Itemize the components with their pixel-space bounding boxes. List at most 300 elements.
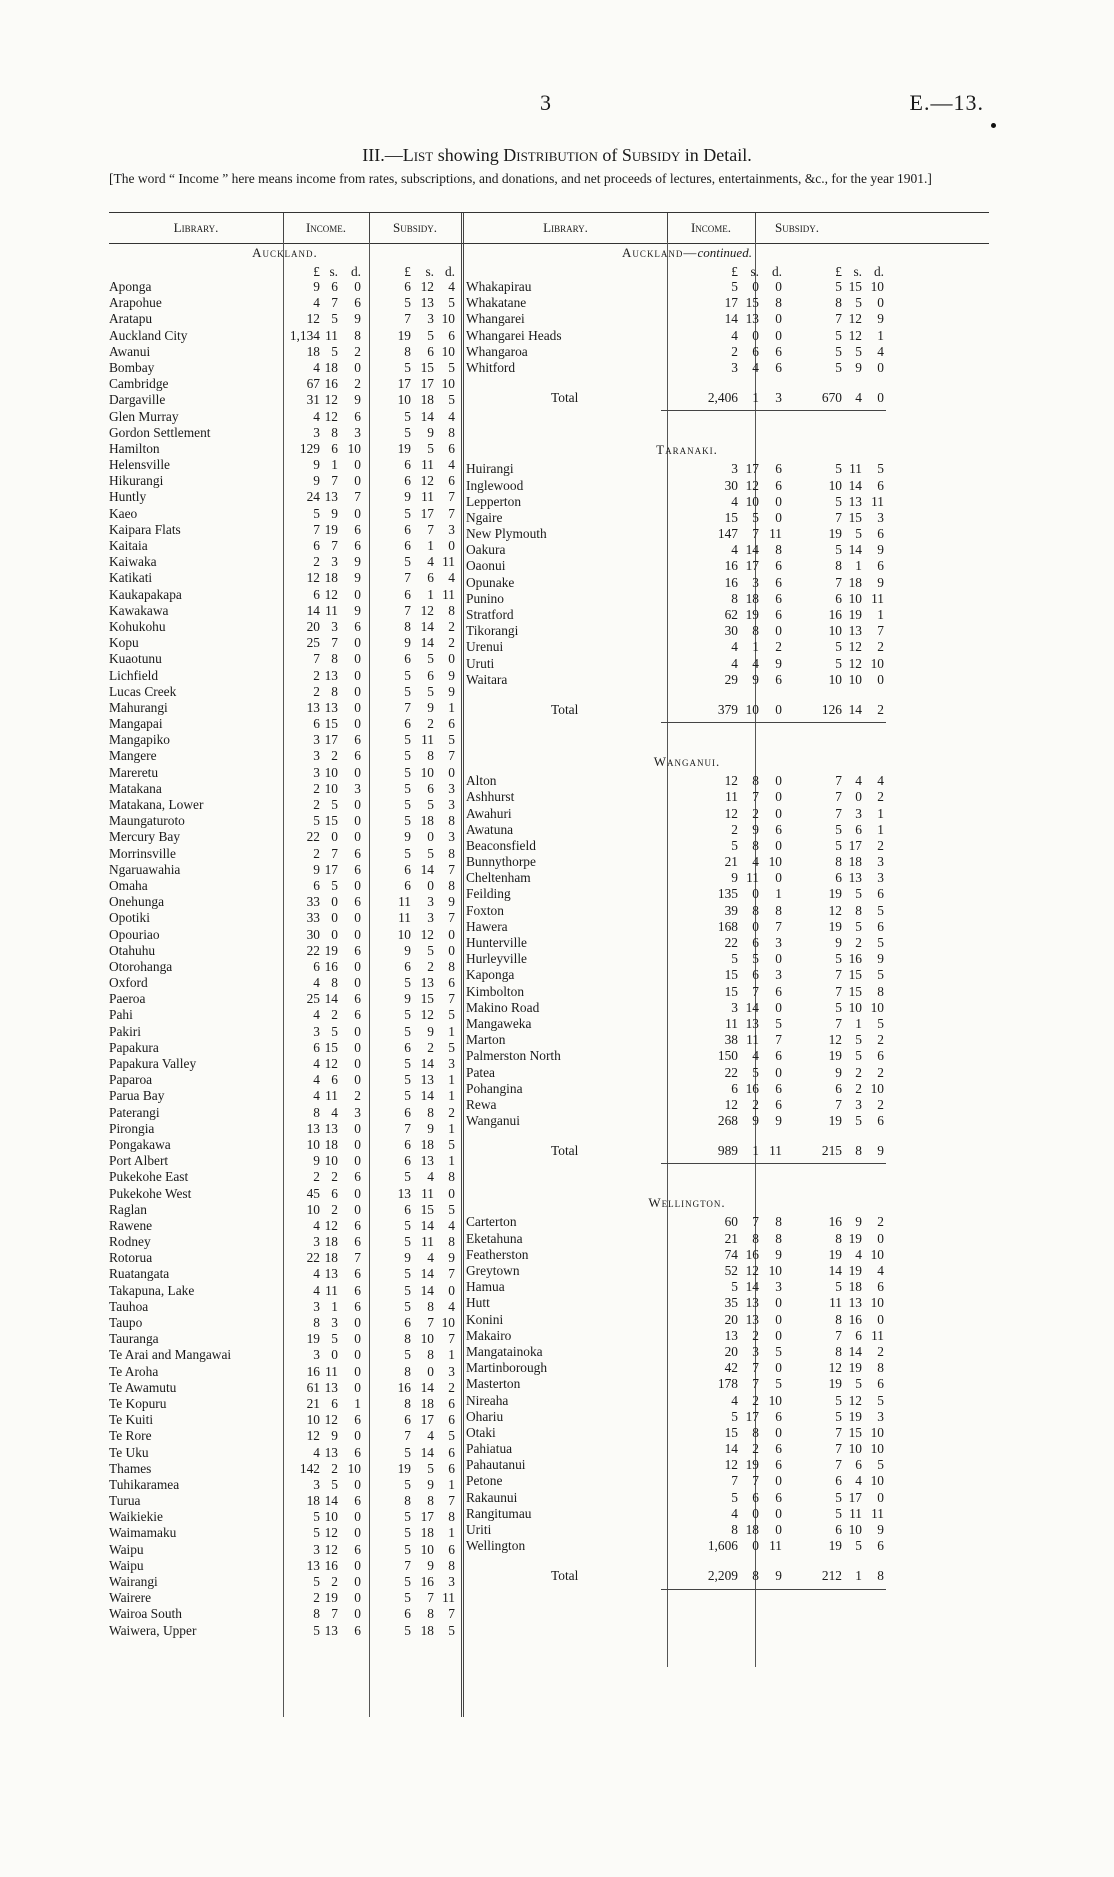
income-shillings: 11 <box>325 1282 338 1298</box>
income-pounds: 5 <box>313 1525 320 1541</box>
library-name: Wairere <box>109 1590 152 1606</box>
income-pence: 6 <box>775 590 782 606</box>
income-pence: 0 <box>354 1023 361 1039</box>
income-pence: 8 <box>354 327 361 343</box>
subsidy-pence: 10 <box>870 1080 884 1096</box>
library-name: Te Awamutu <box>109 1379 177 1395</box>
income-pounds: 4 <box>313 975 320 991</box>
income-pence: 6 <box>354 538 361 553</box>
table-row <box>466 1457 998 1473</box>
subsidy-pounds: 5 <box>404 1444 411 1460</box>
subsidy-shillings: 15 <box>848 279 862 294</box>
subsidy-pence: 3 <box>448 780 455 796</box>
income-pounds: 5 <box>731 837 738 853</box>
subsidy-shillings: 14 <box>848 477 862 493</box>
library-name: Inglewood <box>466 477 524 493</box>
table-row <box>109 1428 461 1444</box>
subsidy-shillings: 6 <box>427 343 434 359</box>
income-shillings: 13 <box>324 1266 338 1282</box>
income-pounds: 4 <box>313 1266 320 1282</box>
income-pounds: 4 <box>313 1444 320 1460</box>
income-shillings: 2 <box>331 1169 338 1185</box>
table-row <box>109 748 461 764</box>
subsidy-pounds: 5 <box>835 327 842 343</box>
income-pounds: 2,406 <box>707 390 738 406</box>
income-pence: 6 <box>775 574 782 590</box>
income-pence: 6 <box>775 343 782 359</box>
income-pence: 0 <box>354 699 361 715</box>
subsidy-shillings: 18 <box>420 813 434 829</box>
subsidy-pence: 6 <box>448 440 455 456</box>
subsidy-pounds: 19 <box>828 886 842 902</box>
library-name: Featherston <box>466 1246 529 1262</box>
income-shillings: 12 <box>324 1412 338 1428</box>
table-row <box>109 927 461 943</box>
income-pence: 0 <box>354 1136 361 1152</box>
income-pence: 0 <box>354 1476 361 1492</box>
subsidy-pence: 8 <box>877 1568 884 1584</box>
subsidy-pence: 3 <box>448 521 455 537</box>
subsidy-shillings: 14 <box>420 1282 434 1298</box>
subsidy-shillings: 13 <box>848 623 862 639</box>
subsidy-pounds: 16 <box>828 607 842 622</box>
income-shillings: 11 <box>325 602 338 618</box>
income-pence: 0 <box>354 279 361 294</box>
income-shillings: 0 <box>752 918 759 934</box>
income-pence: 8 <box>775 1214 782 1230</box>
subsidy-shillings: 4 <box>427 1169 434 1185</box>
income-pounds: 15 <box>724 967 738 983</box>
subsidy-pounds: 5 <box>835 821 842 837</box>
income-shillings: 7 <box>331 845 338 861</box>
subsidy-shillings: 14 <box>848 542 862 558</box>
income-pence: 0 <box>354 958 361 974</box>
income-pounds: 67 <box>306 376 320 392</box>
library-name: Patea <box>466 1064 495 1080</box>
income-pounds: 989 <box>717 1143 738 1159</box>
income-pounds: 14 <box>724 1441 738 1457</box>
income-pence: 0 <box>354 1557 361 1573</box>
income-shillings: 16 <box>745 1080 759 1096</box>
income-shillings: 7 <box>752 1214 759 1230</box>
explanatory-note: [The word “ Income ” here means income from rates, subscriptions, and donations, and net proceeds of lectures, entertainments, &c., for the year 1901.] <box>109 171 932 186</box>
table-row <box>109 1542 461 1558</box>
library-name: Paparoa <box>109 1072 153 1088</box>
library-name: Oxford <box>109 975 148 991</box>
income-pounds: 12 <box>306 311 320 327</box>
income-pounds: 3 <box>313 1023 320 1039</box>
subsidy-pence: 6 <box>448 1412 455 1428</box>
income-pence: 5 <box>775 1015 782 1031</box>
income-shillings: 19 <box>324 1590 338 1606</box>
library-name: Kaukapakapa <box>109 586 182 602</box>
subsidy-pence: 9 <box>877 574 884 590</box>
subsidy-pounds: 5 <box>835 542 842 558</box>
library-name: Stratford <box>466 607 514 622</box>
subsidy-shillings: 6 <box>427 570 434 586</box>
income-pounds: 5 <box>313 1622 320 1638</box>
subsidy-pence: 4 <box>448 570 455 586</box>
subsidy-pounds: 5 <box>404 683 411 699</box>
income-pounds: 9 <box>313 279 320 294</box>
library-name: Wanganui <box>466 1113 520 1129</box>
subsidy-pence: 5 <box>448 1136 455 1152</box>
subsidy-shillings: 8 <box>427 1298 434 1314</box>
income-pounds: 39 <box>724 902 738 918</box>
income-shillings: 14 <box>745 999 759 1015</box>
income-shillings: 0 <box>331 926 338 942</box>
subsidy-pounds: 5 <box>404 748 411 764</box>
table-row <box>466 1312 998 1328</box>
table-row <box>466 344 998 360</box>
income-shillings: 13 <box>745 1311 759 1327</box>
library-name: Marton <box>466 1032 506 1048</box>
income-pounds: 8 <box>313 1315 320 1330</box>
subsidy-shillings: 10 <box>848 1441 862 1457</box>
subsidy-pence: 2 <box>877 1343 884 1359</box>
subsidy-pence: 11 <box>442 586 455 602</box>
income-shillings: 4 <box>331 1104 338 1120</box>
library-name: Carterton <box>466 1214 517 1230</box>
subsidy-pounds: 5 <box>835 279 842 294</box>
subsidy-shillings: 12 <box>848 327 862 343</box>
library-name: Hunterville <box>466 935 527 950</box>
subsidy-shillings: 9 <box>855 359 862 375</box>
income-pence: 0 <box>775 1311 782 1327</box>
col-header-library-left: Library. <box>109 213 284 243</box>
subsidy-pence: 1 <box>448 1088 455 1104</box>
subsidy-pounds: 8 <box>835 854 842 870</box>
income-pounds: 6 <box>731 1080 738 1096</box>
income-shillings: 17 <box>745 558 759 574</box>
income-pence: 2 <box>354 343 361 359</box>
income-pounds: 3 <box>731 999 738 1015</box>
subsidy-shillings: 12 <box>420 1007 434 1023</box>
income-pence: 0 <box>354 1072 361 1088</box>
library-name: Rotorua <box>109 1250 153 1266</box>
total-row <box>466 1568 998 1584</box>
subsidy-pence: 1 <box>448 1120 455 1136</box>
income-shillings: 8 <box>752 773 759 789</box>
subsidy-pence: 0 <box>877 359 884 375</box>
income-pounds: 2 <box>731 821 738 837</box>
subsidy-pounds: 6 <box>404 877 411 893</box>
page-number: 3 <box>540 90 551 115</box>
subsidy-pence: 0 <box>448 1282 455 1298</box>
subsidy-pence: 2 <box>877 1214 884 1230</box>
income-shillings: 6 <box>752 967 759 983</box>
subsidy-pounds: 126 <box>821 701 842 717</box>
subsidy-pounds: 14 <box>828 1263 842 1278</box>
income-shillings: 0 <box>752 886 759 902</box>
table-row <box>109 1493 461 1509</box>
subsidy-pounds: 8 <box>835 1311 842 1327</box>
income-pence: 0 <box>775 805 782 821</box>
region-heading-auckland_cont <box>466 242 998 264</box>
income-pounds: 10 <box>306 1136 320 1152</box>
subsidy-pence: 9 <box>877 1522 884 1537</box>
table-row <box>466 478 998 494</box>
income-pounds: 30 <box>724 623 738 639</box>
income-pence: 0 <box>775 1424 782 1440</box>
income-shillings: 16 <box>324 1557 338 1573</box>
subsidy-pounds: 10 <box>828 623 842 639</box>
table-row <box>109 829 461 845</box>
library-name: Rodney <box>109 1234 151 1250</box>
income-pence: 6 <box>354 295 361 311</box>
library-name: New Plymouth <box>466 526 547 542</box>
library-name: Paterangi <box>109 1104 160 1120</box>
library-name: Hamua <box>466 1279 505 1295</box>
income-pence: 6 <box>354 894 361 910</box>
subsidy-shillings: 14 <box>848 701 862 717</box>
income-pence: 0 <box>354 1201 361 1217</box>
table-header <box>109 212 989 244</box>
income-pounds: 25 <box>306 635 320 651</box>
income-pence: 6 <box>775 558 782 574</box>
income-shillings: 19 <box>324 942 338 958</box>
table-row <box>109 894 461 910</box>
income-shillings: 2 <box>752 1327 759 1343</box>
subsidy-pence: 10 <box>870 1441 884 1457</box>
income-pence: 0 <box>354 1574 361 1589</box>
subsidy-shillings: 5 <box>427 1460 434 1476</box>
subsidy-pounds: 5 <box>835 951 842 967</box>
income-pence: 9 <box>354 554 361 570</box>
subsidy-pounds: 9 <box>404 942 411 958</box>
income-pounds: 33 <box>306 894 320 910</box>
income-pence: 0 <box>354 877 361 893</box>
income-shillings: 11 <box>746 870 759 886</box>
table-row <box>109 1072 461 1088</box>
table-row <box>109 522 461 538</box>
income-pence: 5 <box>775 1376 782 1392</box>
section-gap <box>466 1164 998 1178</box>
table-row <box>109 1299 461 1315</box>
income-pence: 6 <box>354 408 361 424</box>
library-name: Lucas Creek <box>109 683 177 699</box>
library-name: Hurleyville <box>466 951 527 967</box>
subsidy-shillings: 0 <box>427 877 434 893</box>
table-row <box>466 1263 998 1279</box>
subsidy-pounds: 9 <box>404 1250 411 1266</box>
table-row <box>466 591 998 607</box>
library-name: Tuhikaramea <box>109 1476 180 1492</box>
currency-unit-s: s. <box>329 264 338 279</box>
income-shillings: 16 <box>745 1246 759 1262</box>
subsidy-shillings: 9 <box>855 1214 862 1230</box>
income-pence: 3 <box>775 1279 782 1295</box>
subsidy-pence: 0 <box>877 671 884 687</box>
col-header-income-right: Income. <box>667 213 756 243</box>
subsidy-pence: 10 <box>441 311 455 327</box>
income-pence: 0 <box>354 635 361 651</box>
income-pence: 0 <box>775 279 782 294</box>
table-row <box>109 1558 461 1574</box>
income-shillings: 12 <box>324 1056 338 1071</box>
income-pence: 2 <box>354 376 361 392</box>
library-name: Beaconsfield <box>466 837 536 853</box>
subsidy-pounds: 7 <box>404 1120 411 1136</box>
income-shillings: 0 <box>752 327 759 343</box>
income-pounds: 1,134 <box>289 327 320 343</box>
income-pounds: 45 <box>306 1185 320 1201</box>
subsidy-pounds: 19 <box>828 1538 842 1554</box>
subsidy-pounds: 5 <box>404 797 411 812</box>
library-name: Whakatane <box>466 295 527 311</box>
subsidy-pounds: 19 <box>828 918 842 934</box>
subsidy-pounds: 5 <box>404 1217 411 1233</box>
table-row <box>466 1522 998 1538</box>
subsidy-shillings: 8 <box>855 1143 862 1159</box>
income-pounds: 2 <box>313 683 320 699</box>
section-gap <box>466 723 998 737</box>
income-pence: 6 <box>775 1408 782 1424</box>
income-pounds: 22 <box>306 942 320 958</box>
subsidy-shillings: 4 <box>427 1428 434 1444</box>
library-name: Dargaville <box>109 392 166 408</box>
income-shillings: 11 <box>325 1088 338 1104</box>
subsidy-shillings: 8 <box>427 1104 434 1120</box>
income-shillings: 13 <box>324 489 338 505</box>
subsidy-shillings: 12 <box>848 1392 862 1408</box>
table-row <box>109 392 461 408</box>
income-pence: 8 <box>775 542 782 558</box>
subsidy-pounds: 9 <box>404 635 411 651</box>
income-pence: 6 <box>775 1096 782 1112</box>
income-pounds: 3 <box>313 1541 320 1557</box>
table-row <box>466 328 998 344</box>
library-name: Papakura <box>109 1039 159 1055</box>
subsidy-shillings: 12 <box>420 473 434 489</box>
library-name: Foxton <box>466 902 504 918</box>
income-shillings: 6 <box>752 1489 759 1505</box>
income-pence: 0 <box>775 623 782 639</box>
subsidy-pence: 10 <box>870 999 884 1015</box>
income-pounds: 74 <box>724 1246 738 1262</box>
currency-unit-l: £ <box>731 264 738 279</box>
income-pence: 6 <box>354 1412 361 1428</box>
income-pence: 0 <box>354 359 361 375</box>
library-name: Rawene <box>109 1217 153 1233</box>
income-pence: 2 <box>775 639 782 655</box>
library-name: Palmerston North <box>466 1048 561 1064</box>
subsidy-shillings: 19 <box>848 1263 862 1278</box>
subsidy-pence: 1 <box>448 1525 455 1541</box>
table-row <box>109 1024 461 1040</box>
subsidy-pounds: 5 <box>404 1590 411 1606</box>
subsidy-pence: 5 <box>877 1457 884 1473</box>
column-rule <box>461 242 464 1717</box>
table-row <box>109 1396 461 1412</box>
income-shillings: 8 <box>331 651 338 667</box>
subsidy-shillings: 4 <box>855 1246 862 1262</box>
table-row <box>109 554 461 570</box>
subsidy-pence: 0 <box>877 295 884 311</box>
table-row <box>109 1509 461 1525</box>
subsidy-pence: 9 <box>877 1143 884 1159</box>
income-shillings: 7 <box>752 1376 759 1392</box>
subsidy-pounds: 10 <box>397 392 411 408</box>
income-shillings: 17 <box>745 1408 759 1424</box>
income-pounds: 13 <box>306 699 320 715</box>
income-pence: 0 <box>354 1153 361 1169</box>
table-row <box>109 1088 461 1104</box>
table-row <box>109 295 461 311</box>
subsidy-pounds: 5 <box>404 1266 411 1282</box>
income-pounds: 38 <box>724 1032 738 1048</box>
table-row <box>466 1506 998 1522</box>
income-pence: 6 <box>775 1441 782 1457</box>
income-pence: 0 <box>775 1505 782 1521</box>
income-shillings: 18 <box>745 1522 759 1537</box>
table-row <box>466 984 998 1000</box>
income-pounds: 2 <box>313 1169 320 1185</box>
income-pence: 0 <box>775 999 782 1015</box>
subsidy-shillings: 9 <box>427 424 434 440</box>
subsidy-pence: 6 <box>448 327 455 343</box>
income-pounds: 17 <box>724 295 738 311</box>
library-name: Rangitumau <box>466 1505 532 1521</box>
income-pence: 3 <box>354 1104 361 1120</box>
table-row <box>109 1040 461 1056</box>
table-row <box>109 1315 461 1331</box>
subsidy-shillings: 12 <box>848 639 862 655</box>
income-shillings: 9 <box>752 821 759 837</box>
table-row <box>466 967 998 983</box>
subsidy-pence: 0 <box>448 651 455 667</box>
income-shillings: 17 <box>324 861 338 877</box>
library-name: Ngaruawahia <box>109 861 181 877</box>
subsidy-pence: 7 <box>448 505 455 521</box>
subsidy-shillings: 11 <box>421 457 434 473</box>
subsidy-pounds: 5 <box>404 1509 411 1525</box>
library-name: Tauhoa <box>109 1298 149 1314</box>
income-shillings: 0 <box>331 910 338 926</box>
table-row <box>109 1331 461 1347</box>
subsidy-pounds: 10 <box>828 477 842 493</box>
subsidy-pence: 9 <box>448 667 455 683</box>
library-name: Aratapu <box>109 311 153 327</box>
library-name: Pirongia <box>109 1120 155 1136</box>
table-row <box>109 311 461 327</box>
subsidy-pounds: 5 <box>404 1574 411 1589</box>
table-row <box>466 1231 998 1247</box>
subsidy-pence: 8 <box>877 983 884 999</box>
income-shillings: 3 <box>331 618 338 634</box>
region-name: Wellington. <box>648 1195 726 1211</box>
income-pounds: 62 <box>724 607 738 622</box>
subsidy-pounds: 5 <box>404 1525 411 1541</box>
subsidy-shillings: 2 <box>855 935 862 950</box>
income-pounds: 30 <box>724 477 738 493</box>
subsidy-pence: 8 <box>448 845 455 861</box>
subsidy-pence: 11 <box>871 590 884 606</box>
income-pounds: 12 <box>724 1457 738 1473</box>
subsidy-pounds: 7 <box>835 1015 842 1031</box>
library-name: Glen Murray <box>109 408 179 424</box>
income-pounds: 5 <box>731 1489 738 1505</box>
subsidy-pounds: 11 <box>398 910 411 926</box>
subsidy-pence: 7 <box>448 748 455 764</box>
subsidy-pounds: 7 <box>835 1424 842 1440</box>
currency-unit-d: d. <box>873 264 884 279</box>
income-pounds: 12 <box>724 805 738 821</box>
table-row <box>109 878 461 894</box>
subsidy-pounds: 5 <box>404 1476 411 1492</box>
subsidy-pence: 7 <box>448 1606 455 1622</box>
subsidy-pounds: 5 <box>404 1622 411 1638</box>
